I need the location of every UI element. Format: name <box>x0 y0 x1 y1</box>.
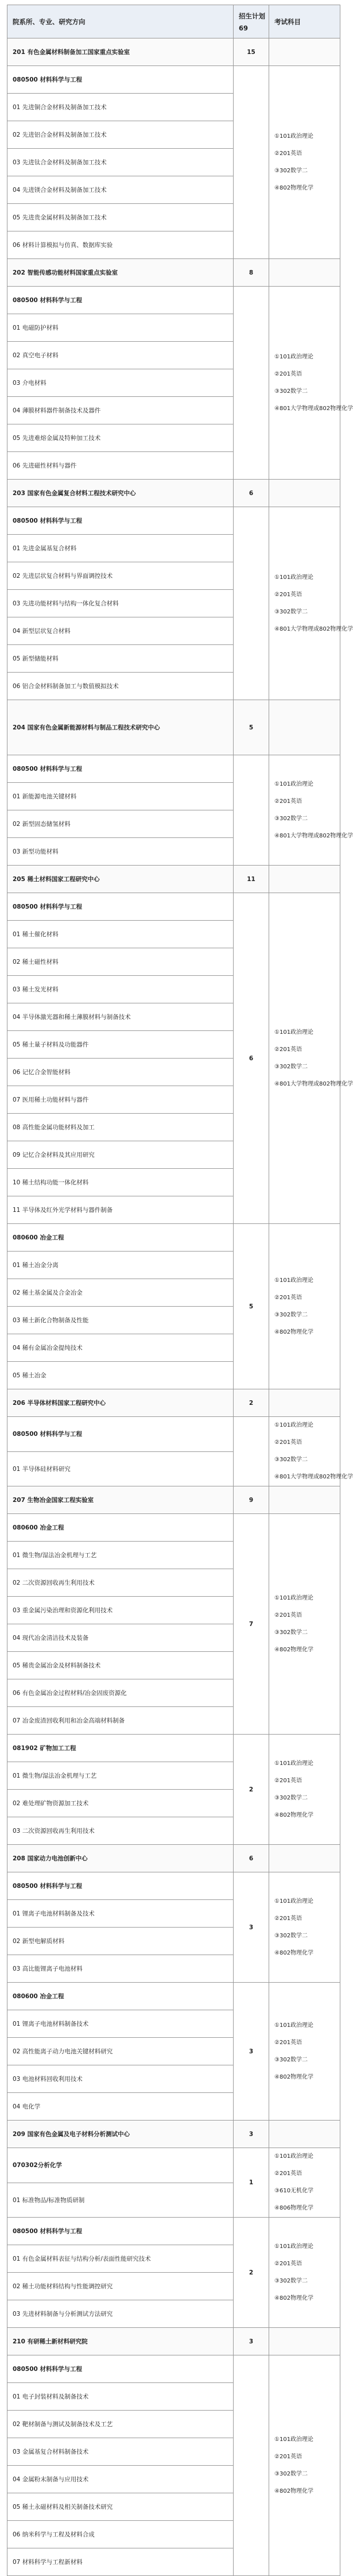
department-row <box>7 866 340 893</box>
major-name: 080500 材料科学与工程 <box>7 66 234 94</box>
exam-subject-item: ④802物理化学 <box>274 2073 314 2080</box>
exam-subject-item: ①101政治理论 <box>274 1029 314 1036</box>
major-name: 080500 材料科学与工程 <box>7 893 234 921</box>
exam-subject-item: ②201英语 <box>274 1046 302 1053</box>
exam-subject-item: ①101政治理论 <box>274 1594 314 1601</box>
research-direction: 08 高性能金属功能材料及加工 <box>7 1114 234 1141</box>
exam-subject-item: ③610无机化学 <box>274 2188 314 2194</box>
header-plan <box>234 5 269 38</box>
major-name: 080500 材料科学与工程 <box>7 1872 234 1900</box>
department-plan: 5 <box>234 700 269 755</box>
major-row <box>7 1872 340 1900</box>
exam-subjects <box>269 1735 340 1845</box>
exam-subject-item: ③302数学二 <box>274 2470 308 2477</box>
major-plan: 7 <box>234 1514 269 1735</box>
department-plan: 9 <box>234 1486 269 1514</box>
department-name: 204 国家有色金属新能源材料与制品工程技术研究中心 <box>7 700 234 755</box>
department-row <box>7 2121 340 2148</box>
exam-subject-item: ③302数学二 <box>274 1457 308 1463</box>
research-direction: 02 靶材制备与测试及制备技术及工艺 <box>7 2411 234 2438</box>
department-exam-empty <box>269 38 340 66</box>
exam-subject-item: ③302数学二 <box>274 1063 308 1070</box>
major-name: 080600 冶金工程 <box>7 1983 234 2010</box>
table-header-row <box>7 5 340 38</box>
major-row <box>7 2148 340 2183</box>
exam-subject-item: ④802物理化学 <box>274 184 314 191</box>
major-plan <box>234 1417 269 1486</box>
research-direction: 01 新能源电池关键材料 <box>7 783 234 810</box>
major-name: 080500 材料科学与工程 <box>7 1417 234 1452</box>
exam-subject-item: ③302数学二 <box>274 1629 308 1636</box>
research-direction: 02 新型固态储氢材料 <box>7 810 234 838</box>
department-exam-empty <box>269 1389 340 1417</box>
exam-subject-item: ①101政治理论 <box>274 2153 314 2160</box>
major-plan: 3 <box>234 1983 269 2121</box>
exam-subject-item: ①101政治理论 <box>274 2243 314 2250</box>
research-direction: 07 医用稀土功能材料与器件 <box>7 1086 234 1114</box>
research-direction: 03 介电材料 <box>7 369 234 397</box>
research-direction: 01 稀土冶金分离 <box>7 1252 234 1279</box>
research-direction: 04 半导体激光器和稀土薄膜材料与制备技术 <box>7 1003 234 1031</box>
exam-subject-item: ①101政治理论 <box>274 133 314 140</box>
major-row <box>7 2355 340 2383</box>
exam-subjects <box>269 1872 340 1983</box>
department-exam-empty <box>269 1845 340 1872</box>
exam-subject-item: ②201英语 <box>274 1915 302 1922</box>
exam-subjects <box>269 2355 340 2576</box>
exam-subject-item: ④801大学物理或802物理化学 <box>274 405 353 412</box>
exam-subject-item: ①101政治理论 <box>274 353 314 360</box>
exam-subject-item: ①101政治理论 <box>274 1760 314 1767</box>
department-plan: 11 <box>234 866 269 893</box>
department-name: 208 国家动力电池创新中心 <box>7 1845 234 1872</box>
exam-subject-item: ③302数学二 <box>274 1932 308 1939</box>
exam-subject-item: ③302数学二 <box>274 167 308 174</box>
exam-subject-item: ①101政治理论 <box>274 574 314 581</box>
research-direction: 05 稀贵金属冶金及材料制备技术 <box>7 1652 234 1679</box>
exam-subjects <box>269 2148 340 2218</box>
major-plan: 1 <box>234 2148 269 2218</box>
research-direction: 03 稀土发光材料 <box>7 976 234 1003</box>
research-direction: 01 半导体硅材料研究 <box>7 1451 234 1486</box>
exam-subject-item: ④806物理化学 <box>274 2205 314 2211</box>
research-direction: 03 电池材料回收利用技术 <box>7 2065 234 2093</box>
exam-subject-item: ④802物理化学 <box>274 1949 314 1956</box>
exam-subjects <box>269 893 353 1224</box>
research-direction: 02 难处理矿物资源加工技术 <box>7 1790 234 1817</box>
exam-subject-item: ②201英语 <box>274 150 302 157</box>
department-name: 202 智能传感功能材料国家重点实验室 <box>7 259 234 287</box>
exam-subject-item: ①101政治理论 <box>274 2436 314 2443</box>
department-name: 201 有色金属材料制备加工国家重点实验室 <box>7 38 234 66</box>
research-direction: 01 锂离子电池材料制备技术 <box>7 2010 234 2038</box>
major-name: 080500 材料科学与工程 <box>7 2355 234 2383</box>
research-direction: 06 记忆合金智能材料 <box>7 1059 234 1086</box>
exam-subject-item: ②201英语 <box>274 1777 302 1784</box>
department-plan: 15 <box>234 38 269 66</box>
department-exam-empty <box>269 2121 340 2148</box>
exam-subject-item: ①101政治理论 <box>274 1898 314 1905</box>
research-direction: 04 现代冶金清洁技术及装备 <box>7 1624 234 1652</box>
research-direction: 05 新型储能材料 <box>7 645 234 673</box>
research-direction: 03 金属基复合材料制备技术 <box>7 2438 234 2466</box>
major-row <box>7 1983 340 2010</box>
exam-subject-item: ③302数学二 <box>274 815 308 822</box>
research-direction: 06 纳米科学与工程及材料合成 <box>7 2521 234 2548</box>
department-plan: 3 <box>234 2121 269 2148</box>
department-name: 210 有研稀土新材料研究院 <box>7 2328 234 2355</box>
research-direction: 03 二次资源回收再生利用技术 <box>7 1817 234 1845</box>
research-direction: 03 新型功能材料 <box>7 838 234 866</box>
research-direction: 05 先进难熔金属及特种加工技术 <box>7 424 234 452</box>
major-row <box>7 66 340 94</box>
research-direction: 07 冶金废渣回收利用和冶金高端材料制备 <box>7 1707 234 1735</box>
exam-subjects <box>269 1224 340 1389</box>
department-row <box>7 1845 340 1872</box>
exam-subject-item: ②201英语 <box>274 2171 302 2177</box>
department-plan: 6 <box>234 480 269 507</box>
research-direction: 01 锂离子电池材料制备及技术 <box>7 1900 234 1928</box>
exam-subjects <box>269 1417 353 1486</box>
exam-subject-item: ②201英语 <box>274 2260 302 2267</box>
exam-subject-item: ②201英语 <box>274 1294 302 1301</box>
major-name: 080600 冶金工程 <box>7 1514 234 1542</box>
research-direction: 02 真空电子材料 <box>7 342 234 369</box>
major-row <box>7 507 340 535</box>
research-direction: 11 半导体及红外光学材料与器件制备 <box>7 1196 234 1224</box>
major-name: 080500 材料科学与工程 <box>7 507 234 535</box>
exam-subject-item: ③302数学二 <box>274 2277 308 2284</box>
exam-subject-item: ②201英语 <box>274 1612 302 1619</box>
research-direction: 06 铝合金材料制备加工与数值模拟技术 <box>7 673 234 700</box>
exam-subject-item: ②201英语 <box>274 798 302 805</box>
research-direction: 05 稀土永磁材料及相关制备技术研究 <box>7 2493 234 2521</box>
exam-subject-item: ④802物理化学 <box>274 1328 314 1335</box>
exam-subject-item: ④801大学物理或802物理化学 <box>274 625 353 632</box>
research-direction: 04 金属粉末制备与应用技术 <box>7 2466 234 2493</box>
research-direction: 01 微生物/湿法冶金机理与工艺 <box>7 1762 234 1790</box>
major-plan <box>234 66 269 259</box>
research-direction: 06 材料计算模拟与仿真、数据库实验 <box>7 231 234 259</box>
exam-subject-item: ④801大学物理或802物理化学 <box>274 832 353 839</box>
research-direction: 05 稀土冶金 <box>7 1362 234 1389</box>
research-direction: 01 标准物品/标准物质研制 <box>7 2183 234 2218</box>
research-direction: 02 新型电解质材料 <box>7 1928 234 1955</box>
exam-subject-item: ③302数学二 <box>274 1311 308 1318</box>
research-direction: 02 稀土功能材料结构与性能调控研究 <box>7 2273 234 2300</box>
major-row <box>7 2218 340 2245</box>
department-name: 209 国家有色金属及电子材料分析测试中心 <box>7 2121 234 2148</box>
exam-subject-item: ④802物理化学 <box>274 2488 314 2494</box>
exam-subjects <box>269 66 340 259</box>
major-row <box>7 1735 340 1762</box>
department-row <box>7 259 340 287</box>
research-direction: 04 稀有金属冶金提纯技术 <box>7 1334 234 1362</box>
research-direction: 05 稀土量子材料及功能器件 <box>7 1031 234 1059</box>
header-plan-total: 69 <box>239 24 249 32</box>
research-direction: 02 稀土磁性材料 <box>7 948 234 976</box>
exam-subject-item: ④801大学物理或802物理化学 <box>274 1474 353 1480</box>
research-direction: 03 先进材料制备与分析测试方法研究 <box>7 2300 234 2328</box>
exam-subjects <box>269 755 353 866</box>
exam-subject-item: ①101政治理论 <box>274 781 314 787</box>
department-exam-empty <box>269 480 340 507</box>
research-direction: 03 高比能锂离子电池材料 <box>7 1955 234 1983</box>
major-name: 080500 材料科学与工程 <box>7 287 234 314</box>
header-direction: 院系所、专业、研究方向 <box>7 5 234 38</box>
research-direction: 04 先进镁合金材料及制备加工技术 <box>7 176 234 204</box>
exam-subject-item: ②201英语 <box>274 1439 302 1446</box>
exam-subjects <box>269 1983 340 2121</box>
exam-subjects <box>269 507 353 700</box>
exam-subject-item: ③302数学二 <box>274 2056 308 2063</box>
department-exam-empty <box>269 866 340 893</box>
research-direction: 04 薄膜材料器件制备技术及器件 <box>7 397 234 424</box>
major-name: 080600 冶金工程 <box>7 1224 234 1252</box>
research-direction: 02 高性能离子动力电池关键材料研究 <box>7 2038 234 2065</box>
major-plan: 6 <box>234 893 269 1224</box>
major-plan <box>234 2355 269 2576</box>
exam-subject-item: ②201英语 <box>274 2039 302 2046</box>
major-name: 080500 材料科学与工程 <box>7 755 234 783</box>
department-name: 205 稀土材料国家工程研究中心 <box>7 866 234 893</box>
department-name: 203 国家有色金属复合材料工程技术研究中心 <box>7 480 234 507</box>
research-direction: 03 先进钛合金材料及制备加工技术 <box>7 149 234 176</box>
exam-subject-item: ①101政治理论 <box>274 1277 314 1284</box>
research-direction: 01 电磁防护材料 <box>7 314 234 342</box>
exam-subject-item: ③302数学二 <box>274 608 308 615</box>
research-direction: 10 稀土结构功能一体化材料 <box>7 1169 234 1196</box>
research-direction: 02 稀土基金属及合金冶金 <box>7 1279 234 1307</box>
department-row <box>7 480 340 507</box>
department-plan: 3 <box>234 2328 269 2355</box>
major-name: 070302分析化学 <box>7 2148 234 2183</box>
major-plan: 5 <box>234 1224 269 1389</box>
exam-subjects <box>269 287 353 480</box>
department-row <box>7 38 340 66</box>
department-name: 207 生物冶金国家工程实验室 <box>7 1486 234 1514</box>
major-row <box>7 755 340 783</box>
exam-subject-item: ①101政治理论 <box>274 2022 314 2029</box>
major-row <box>7 287 340 314</box>
exam-subject-item: ③302数学二 <box>274 388 308 395</box>
department-row <box>7 700 340 755</box>
research-direction: 01 稀土催化材料 <box>7 921 234 948</box>
major-plan: 2 <box>234 1735 269 1845</box>
major-row <box>7 1417 340 1452</box>
exam-subject-item: ④802物理化学 <box>274 1812 314 1818</box>
research-direction: 01 先进金属基复合材料 <box>7 535 234 562</box>
research-direction: 07 材料科学与工程新材料 <box>7 2548 234 2576</box>
exam-subject-item: ②201英语 <box>274 2453 302 2460</box>
department-exam-empty <box>269 1486 340 1514</box>
department-plan: 6 <box>234 1845 269 1872</box>
major-row <box>7 1224 340 1252</box>
research-direction: 01 先进铜合金材料及制备加工技术 <box>7 94 234 121</box>
major-row <box>7 893 340 921</box>
research-direction: 02 先进层状复合材料与界面调控技术 <box>7 562 234 590</box>
department-row <box>7 1486 340 1514</box>
table-body <box>7 38 353 2576</box>
research-direction: 04 电化学 <box>7 2093 234 2121</box>
major-row <box>7 1514 340 1542</box>
research-direction: 03 重金属污染治理和资源化利用技术 <box>7 1597 234 1624</box>
major-name: 080500 材料科学与工程 <box>7 2218 234 2245</box>
research-direction: 06 先进磁性材料与器件 <box>7 452 234 480</box>
research-direction: 06 有色金属冶金过程材料/冶金固废资源化 <box>7 1679 234 1707</box>
research-direction: 03 先进功能材料与结构一体化复合材料 <box>7 590 234 617</box>
major-name: 081902 矿物加工工程 <box>7 1735 234 1762</box>
major-plan <box>234 755 269 866</box>
header-plan-label: 招生计划 <box>239 11 265 20</box>
research-direction: 01 电子封装材料及制备技术 <box>7 2383 234 2411</box>
department-row <box>7 2328 340 2355</box>
header-exam: 考试科目 <box>269 5 340 38</box>
research-direction: 01 有色金属材料表征与结构分析/表面性能研究技术 <box>7 2245 234 2273</box>
research-direction: 02 先进铝合金材料及制备加工技术 <box>7 121 234 149</box>
major-plan: 3 <box>234 1872 269 1983</box>
exam-subject-item: ②201英语 <box>274 591 302 598</box>
department-plan: 2 <box>234 1389 269 1417</box>
exam-subjects <box>269 1514 340 1735</box>
department-exam-empty <box>269 259 340 287</box>
research-direction: 09 记忆合金材料及其应用研究 <box>7 1141 234 1169</box>
exam-subject-item: ①101政治理论 <box>274 1422 314 1428</box>
exam-subject-item: ④802物理化学 <box>274 2295 314 2301</box>
admission-table <box>7 5 353 2576</box>
department-plan: 8 <box>234 259 269 287</box>
exam-subject-item: ④801大学物理或802物理化学 <box>274 1080 353 1087</box>
exam-subject-item: ②201英语 <box>274 370 302 377</box>
major-plan <box>234 287 269 480</box>
exam-subjects <box>269 2218 340 2328</box>
research-direction: 04 新型层状复合材料 <box>7 617 234 645</box>
exam-subject-item: ③302数学二 <box>274 1794 308 1801</box>
research-direction: 03 稀土新化合物制备及性能 <box>7 1307 234 1334</box>
research-direction: 02 二次资源回收再生利用技术 <box>7 1569 234 1597</box>
exam-subject-item: ④802物理化学 <box>274 1646 314 1653</box>
department-exam-empty <box>269 700 340 755</box>
department-row <box>7 1389 340 1417</box>
major-plan: 2 <box>234 2218 269 2328</box>
research-direction: 01 微生物/湿法冶金机理与工艺 <box>7 1542 234 1569</box>
major-plan <box>234 507 269 700</box>
department-exam-empty <box>269 2328 340 2355</box>
research-direction: 05 先进贵金属材料及制备加工技术 <box>7 204 234 231</box>
department-name: 206 半导体材料国家工程研究中心 <box>7 1389 234 1417</box>
